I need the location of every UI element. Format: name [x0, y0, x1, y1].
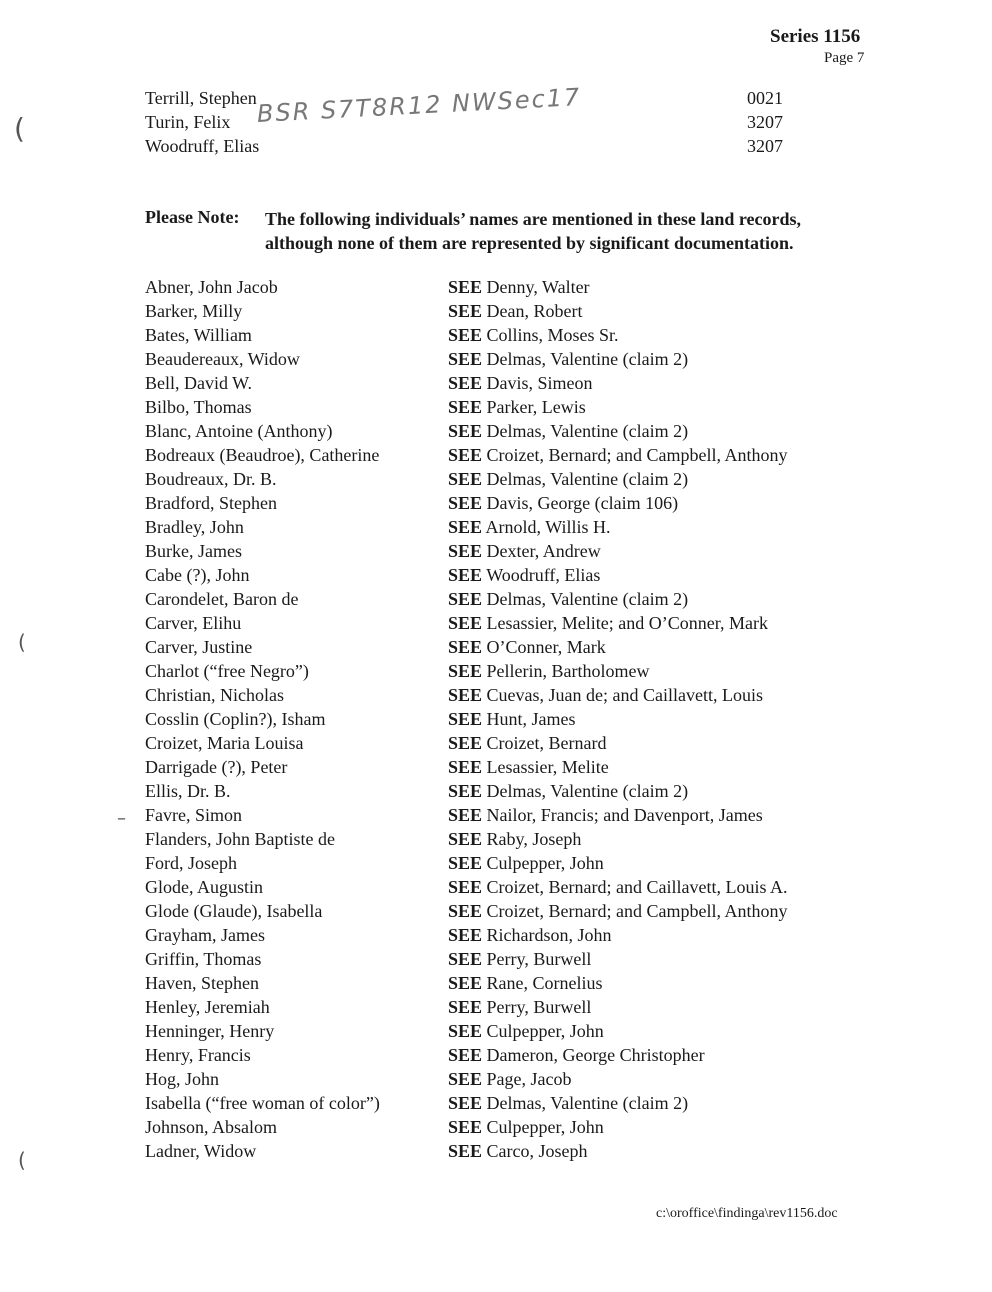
series-title: Series 1156: [770, 26, 861, 47]
list-item: [0, 877, 992, 901]
reference-name: Lesassier, Melite; and O’Conner, Mark: [486, 613, 769, 633]
see-label: SEE: [448, 925, 483, 945]
list-item: [0, 733, 992, 757]
see-label: SEE: [448, 949, 483, 969]
list-item: [0, 613, 992, 637]
top-entry-code: 3207: [747, 136, 783, 156]
see-label: SEE: [448, 973, 483, 993]
person-name: Bradford, Stephen: [145, 493, 277, 513]
see-reference: [448, 781, 688, 802]
see-reference: [448, 589, 688, 610]
list-item: [0, 925, 992, 949]
reference-name: Carco, Joseph: [486, 1141, 588, 1161]
see-reference: [448, 301, 583, 322]
see-label: SEE: [448, 301, 483, 321]
reference-name: Culpepper, John: [486, 853, 604, 873]
list-item: [0, 781, 992, 805]
list-item: [0, 805, 992, 829]
margin-mark-paren: (: [14, 112, 25, 145]
list-item: [0, 589, 992, 613]
person-name: Carver, Justine: [145, 637, 253, 657]
see-label: SEE: [448, 421, 483, 441]
see-reference: [448, 277, 590, 298]
list-item: [0, 901, 992, 925]
note-line-1: The following individuals’ names are mentioned in these land records,: [265, 209, 802, 229]
see-label: SEE: [448, 685, 483, 705]
margin-mark-paren-small: (: [18, 630, 26, 654]
see-label: SEE: [448, 349, 483, 369]
reference-name: Perry, Burwell: [486, 997, 592, 1017]
page-number: Page 7: [824, 50, 865, 66]
see-label: SEE: [448, 1045, 483, 1065]
list-item: [0, 325, 992, 349]
reference-name: Hunt, James: [486, 709, 576, 729]
handwritten-annotation: BSR S7T8R12 NWSec17: [256, 83, 582, 128]
person-name: Ford, Joseph: [145, 853, 238, 873]
reference-name: Cuevas, Juan de; and Caillavett, Louis: [486, 685, 763, 705]
margin-dash-mark: –: [117, 808, 126, 829]
person-name: Barker, Milly: [145, 301, 243, 321]
reference-name: Collins, Moses Sr.: [486, 325, 619, 345]
list-item: [0, 421, 992, 445]
person-name: Isabella (“free woman of color”): [145, 1093, 380, 1113]
list-item: [0, 661, 992, 685]
see-reference: [448, 1069, 572, 1090]
see-label: SEE: [448, 733, 483, 753]
see-reference: [448, 1045, 705, 1066]
see-reference: [448, 877, 787, 898]
reference-name: Croizet, Bernard; and Caillavett, Louis A.: [486, 877, 788, 897]
see-label: SEE: [448, 445, 483, 465]
reference-name: Page, Jacob: [486, 1069, 572, 1089]
reference-name: Dameron, George Christopher: [486, 1045, 705, 1065]
list-item: [0, 1045, 992, 1069]
see-reference: [448, 1117, 604, 1138]
see-reference: [448, 541, 601, 562]
person-name: Bradley, John: [145, 517, 244, 537]
person-name: Burke, James: [145, 541, 242, 561]
person-name: Beaudereaux, Widow: [145, 349, 300, 369]
see-label: SEE: [448, 757, 483, 777]
list-item: [0, 469, 992, 493]
top-entry-name: Terrill, Stephen: [145, 88, 257, 108]
see-reference: [448, 613, 768, 634]
reference-name: O’Conner, Mark: [486, 637, 606, 657]
see-label: SEE: [448, 277, 483, 297]
see-reference: [448, 757, 609, 778]
see-reference: [448, 829, 581, 850]
see-reference: [448, 853, 604, 874]
reference-name: Arnold, Willis H.: [485, 517, 611, 537]
list-item: [0, 565, 992, 589]
list-item: [0, 1069, 992, 1093]
person-name: Hog, John: [145, 1069, 220, 1089]
see-reference: [448, 901, 787, 922]
list-item: [0, 301, 992, 325]
see-label: SEE: [448, 541, 483, 561]
person-name: Ellis, Dr. B.: [145, 781, 231, 801]
person-name: Bodreaux (Beaudroe), Catherine: [145, 445, 380, 465]
see-reference: [448, 373, 593, 394]
list-item: [0, 493, 992, 517]
person-name: Favre, Simon: [145, 805, 242, 825]
see-reference: [448, 493, 678, 514]
reference-name: Woodruff, Elias: [486, 565, 601, 585]
see-label: SEE: [448, 1021, 483, 1041]
person-name: Grayham, James: [145, 925, 265, 945]
see-label: SEE: [448, 853, 483, 873]
person-name: Henley, Jeremiah: [145, 997, 270, 1017]
see-reference: [448, 397, 586, 418]
list-item: [0, 829, 992, 853]
file-path-footer: c:\oroffice\findinga\rev1156.doc: [656, 1206, 838, 1221]
see-label: SEE: [448, 1117, 483, 1137]
reference-name: Davis, George (claim 106): [486, 493, 679, 513]
list-item: [0, 973, 992, 997]
person-name: Flanders, John Baptiste de: [145, 829, 335, 849]
person-name: Croizet, Maria Louisa: [145, 733, 304, 753]
see-label: SEE: [448, 1093, 483, 1113]
see-reference: [448, 421, 688, 442]
person-name: Glode (Glaude), Isabella: [145, 901, 323, 921]
person-name: Haven, Stephen: [145, 973, 259, 993]
see-label: SEE: [448, 781, 483, 801]
reference-name: Parker, Lewis: [486, 397, 586, 417]
person-name: Bates, William: [145, 325, 252, 345]
see-label: SEE: [448, 469, 483, 489]
person-name: Abner, John Jacob: [145, 277, 278, 297]
note-line-2: although none of them are represented by significant documentation.: [265, 233, 794, 253]
list-item: [0, 1093, 992, 1117]
see-label: SEE: [448, 901, 483, 921]
person-name: Blanc, Antoine (Anthony): [145, 421, 333, 441]
see-label: SEE: [448, 373, 483, 393]
list-item: [0, 1141, 992, 1165]
list-item: [0, 517, 992, 541]
person-name: Bilbo, Thomas: [145, 397, 252, 417]
reference-name: Nailor, Francis; and Davenport, James: [486, 805, 763, 825]
person-name: Bell, David W.: [145, 373, 252, 393]
reference-name: Delmas, Valentine (claim 2): [486, 781, 689, 801]
list-item: [0, 757, 992, 781]
margin-mark-bracket: (: [18, 1148, 26, 1172]
reference-name: Lesassier, Melite: [486, 757, 609, 777]
see-reference: [448, 445, 787, 466]
person-name: Carver, Elihu: [145, 613, 242, 633]
list-item: [0, 997, 992, 1021]
see-label: SEE: [448, 637, 483, 657]
see-reference: [448, 1141, 588, 1162]
list-item: [0, 373, 992, 397]
list-item: [0, 1117, 992, 1141]
reference-name: Denny, Walter: [486, 277, 590, 297]
see-reference: [448, 1093, 688, 1114]
person-name: Carondelet, Baron de: [145, 589, 299, 609]
top-entry-code: 3207: [747, 112, 783, 132]
see-reference: [448, 925, 612, 946]
see-label: SEE: [448, 493, 483, 513]
see-label: SEE: [448, 709, 483, 729]
person-name: Ladner, Widow: [145, 1141, 257, 1161]
see-reference: [448, 949, 591, 970]
see-reference: [448, 325, 619, 346]
see-reference: [448, 661, 650, 682]
top-entry-name: Woodruff, Elias: [145, 136, 260, 156]
reference-name: Delmas, Valentine (claim 2): [486, 469, 689, 489]
see-reference: [448, 997, 591, 1018]
person-name: Glode, Augustin: [145, 877, 264, 897]
person-name: Boudreaux, Dr. B.: [145, 469, 277, 489]
see-label: SEE: [448, 877, 483, 897]
see-reference: [448, 733, 606, 754]
see-reference: [448, 469, 688, 490]
list-item: [0, 277, 992, 301]
reference-name: Dean, Robert: [486, 301, 583, 321]
person-name: Griffin, Thomas: [145, 949, 262, 969]
person-name: Cabe (?), John: [145, 565, 250, 585]
reference-name: Culpepper, John: [486, 1021, 604, 1041]
top-entry-code: 0021: [747, 88, 783, 108]
see-label: SEE: [448, 613, 483, 633]
reference-name: Perry, Burwell: [486, 949, 592, 969]
see-label: SEE: [448, 997, 483, 1017]
see-reference: [448, 517, 611, 538]
list-item: [0, 397, 992, 421]
reference-name: Croizet, Bernard; and Campbell, Anthony: [486, 445, 788, 465]
list-item: [0, 709, 992, 733]
person-name: Cosslin (Coplin?), Isham: [145, 709, 326, 729]
see-label: SEE: [448, 829, 483, 849]
list-item: [0, 685, 992, 709]
list-item: [0, 445, 992, 469]
see-reference: [448, 349, 688, 370]
reference-name: Culpepper, John: [486, 1117, 604, 1137]
reference-name: Rane, Cornelius: [486, 973, 603, 993]
see-label: SEE: [448, 589, 483, 609]
list-item: [0, 949, 992, 973]
see-reference: [448, 805, 763, 826]
reference-name: Delmas, Valentine (claim 2): [486, 1093, 689, 1113]
see-reference: [448, 709, 576, 730]
reference-name: Delmas, Valentine (claim 2): [486, 589, 689, 609]
see-label: SEE: [448, 397, 483, 417]
reference-name: Pellerin, Bartholomew: [486, 661, 650, 681]
see-label: SEE: [448, 805, 483, 825]
see-label: SEE: [448, 1069, 483, 1089]
person-name: Christian, Nicholas: [145, 685, 284, 705]
person-name: Charlot (“free Negro”): [145, 661, 309, 681]
list-item: [0, 853, 992, 877]
top-entry-name: Turin, Felix: [145, 112, 231, 132]
reference-name: Raby, Joseph: [486, 829, 582, 849]
see-label: SEE: [448, 517, 483, 537]
see-label: SEE: [448, 565, 483, 585]
note-label: Please Note:: [145, 207, 240, 227]
person-name: Darrigade (?), Peter: [145, 757, 288, 777]
list-item: [0, 349, 992, 373]
reference-name: Dexter, Andrew: [486, 541, 601, 561]
person-name: Henry, Francis: [145, 1045, 251, 1065]
see-reference: [448, 637, 606, 658]
reference-name: Delmas, Valentine (claim 2): [486, 349, 689, 369]
reference-name: Richardson, John: [486, 925, 612, 945]
see-reference: [448, 685, 763, 706]
see-reference: [448, 1021, 604, 1042]
see-label: SEE: [448, 1141, 483, 1161]
see-reference: [448, 565, 600, 586]
list-item: [0, 1021, 992, 1045]
reference-name: Delmas, Valentine (claim 2): [486, 421, 689, 441]
reference-name: Davis, Simeon: [486, 373, 593, 393]
see-label: SEE: [448, 661, 483, 681]
person-name: Henninger, Henry: [145, 1021, 275, 1041]
see-label: SEE: [448, 325, 483, 345]
see-reference: [448, 973, 603, 994]
list-item: [0, 637, 992, 661]
note-text: [265, 207, 801, 255]
person-name: Johnson, Absalom: [145, 1117, 278, 1137]
reference-name: Croizet, Bernard: [486, 733, 607, 753]
reference-name: Croizet, Bernard; and Campbell, Anthony: [486, 901, 788, 921]
list-item: [0, 541, 992, 565]
